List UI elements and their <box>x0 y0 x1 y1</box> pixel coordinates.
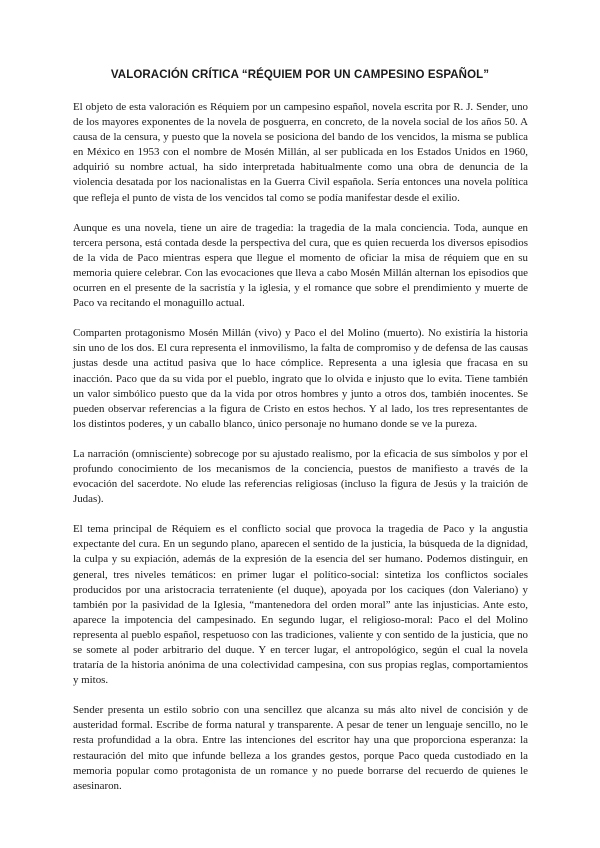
paragraph-themes: El tema principal de Réquiem es el conflicto social que provoca la tragedia de Paco y la angustia expectante del cura. En un segundo plano, aparecen el sentido de la justicia, la búsqueda de la dignidad, la culpa y su expiación, además de la expresión de la esencia del ser humano. Podemos distinguir, en general, tres niveles temáticos: en primer lugar el político-social: sintetiza los conflictos sociales producidos por una aristocracia terrateniente (el duque), apoyada por los caciques (don Valeriano) y también por la pasividad de la Iglesia, “mantenedora del orden moral” ante las injusticias. Ante esto, aparece la impotencia del campesinado. En segundo lugar, el religioso-moral: Paco el del Molino representa al pueblo español, respetuoso con las tradiciones, valiente y con sentido de la justicia, que no se somete al poder arbitrario del duque. Y en tercer lugar, el antropológico, según el cual la novela trataría de la historia anónima de una colectividad campesina, con sus propias reglas, comportamientos y mitos. <box>73 523 528 687</box>
paragraph-style: Sender presenta un estilo sobrio con una sencillez que alcanza su más alto nivel de concisión y de austeridad formal. Escribe de forma natural y transparente. A pesar de tener un lenguaje sencillo, no le resta profundidad a la obra. Entre las intenciones del escritor hay una que proporciona esperanza: la restauración del mito que infunde belleza a los grandes gestos, porque Paco queda custodiado en la memoria popular como protagonista de un romance y no puede borrarse del recuerdo de quienes le asesinaron. <box>73 704 528 792</box>
paragraph-tragedy: Aunque es una novela, tiene un aire de tragedia: la tragedia de la mala conciencia. Toda, aunque en tercera persona, está contada desde la perspectiva del cura, que es quien recuerda los diversos episodios de la vida de Paco mientras espera que llegue el momento de oficiar la misa de réquiem que en su memoria quiere celebrar. Con las evocaciones que lleva a cabo Mosén Millán alternan los episodios que ocurren en el presente de la sacristía y la iglesia, y el romance que sobre el prendimiento y muerte de Paco va recitando el monaguillo actual. <box>73 221 528 310</box>
paragraph-narration: La narración (omnisciente) sobrecoge por su ajustado realismo, por la eficacia de sus símbolos y por el profundo conocimiento de los mecanismos de la conciencia, puestos de manifiesto a través de la evocación del sacerdote. No elude las referencias religiosas (incluso la figura de Jesús y la traición de Judas). <box>73 447 528 506</box>
document-body <box>73 100 528 809</box>
document-title: VALORACIÓN CRÍTICA “RÉQUIEM POR UN CAMPESINO ESPAÑOL” <box>110 69 490 81</box>
paragraph-protagonists: Comparten protagonismo Mosén Millán (vivo) y Paco el del Molino (muerto). No existiría la historia sin uno de los dos. El cura representa el inmovilismo, la falta de compromiso y de defensa de las causas justas desde una actitud pasiva que lo hace cómplice. Representa a una iglesia que fracasa en su inacción. Paco que da su vida por el pueblo, ingrato que lo olvida e injusto que lo evita. Tiene también un valor simbólico puesto que da la vida por otros hombres y junto a otros dos, también inocentes. Se pueden observar referencias a la figura de Cristo en estos hechos. Y al lado, los tres representantes de los distintos poderes, y un caballo blanco, único personaje no humano donde se ve la pureza. <box>73 327 528 430</box>
paragraph-intro: El objeto de esta valoración es Réquiem por un campesino español, novela escrita por R. J. Sender, uno de los mayores exponentes de la novela de posguerra, en concreto, de la novela social de los años 50. A causa de la censura, y puesto que la novela se posiciona del bando de los vencidos, la misma se publica en México en 1953 con el nombre de Mosén Millán, al ser publicada en los Estados Unidos en 1960, adquirió su nombre actual, ha sido interpretada habitualmente como una obra de denuncia de la violencia desatada por los nacionalistas en la Guerra Civil española. Sería entonces una novela política que refleja el punto de vista de los vencidos tal como se podía manifestar desde el exilio. <box>73 101 528 204</box>
